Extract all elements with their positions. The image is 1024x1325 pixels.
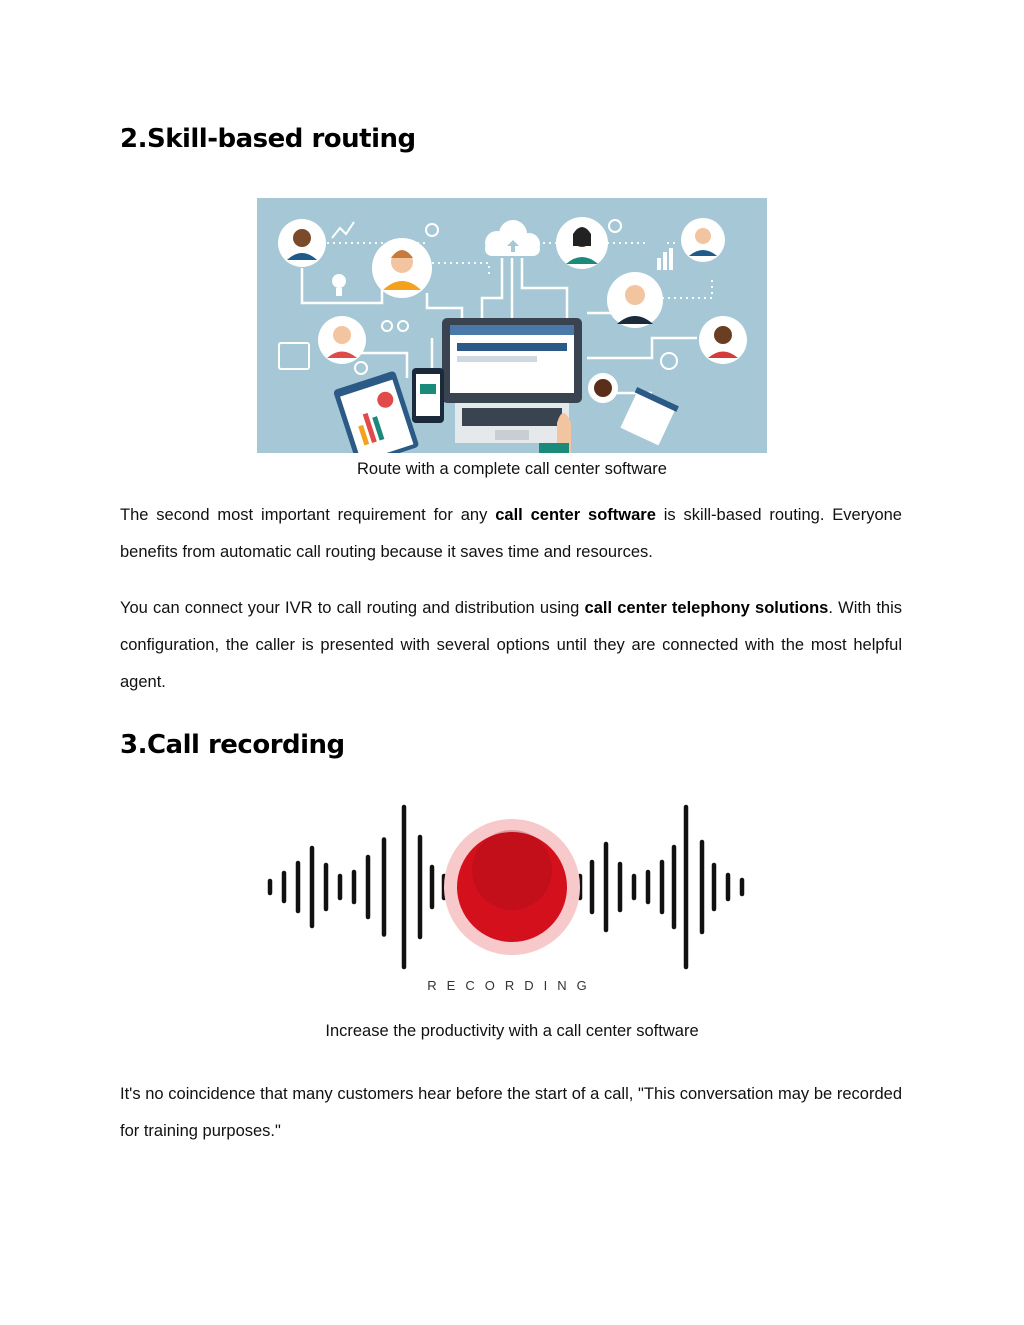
- paragraph-call-recording: It's no coincidence that many customers hear before the start of a call, "This conversation may be recorded for training purposes.": [120, 1085, 902, 1140]
- keyword-call-center-software: call center software: [495, 506, 656, 524]
- paragraph-text: The second most important requirement for any: [120, 506, 496, 524]
- paragraph-text: . With this configuration, the caller is presented with several options until they are connected with the most helpful agent.: [120, 599, 902, 691]
- paragraph-text: is skill-based routing. Everyone benefits from automatic call routing because it saves time and resources.: [120, 506, 902, 561]
- keyword-telephony-solutions: call center telephony solutions: [584, 599, 829, 617]
- paragraph-text: You can connect your IVR to call routing and distribution using: [120, 599, 585, 617]
- section-heading-skill-based-routing: 2.Skill-based routing: [120, 124, 416, 154]
- paragraph-ivr-routing: [120, 590, 902, 701]
- call-routing-network-illustration: [257, 198, 767, 453]
- paragraph-skill-routing: [120, 497, 902, 571]
- image-caption-recording: Increase the productivity with a call center software: [325, 1022, 699, 1040]
- section-heading-call-recording: 3.Call recording: [120, 730, 345, 760]
- recording-label: RECORDING: [427, 978, 597, 993]
- recording-soundwave-illustration: [262, 800, 762, 1000]
- image-caption-routing: Route with a complete call center software: [357, 460, 667, 478]
